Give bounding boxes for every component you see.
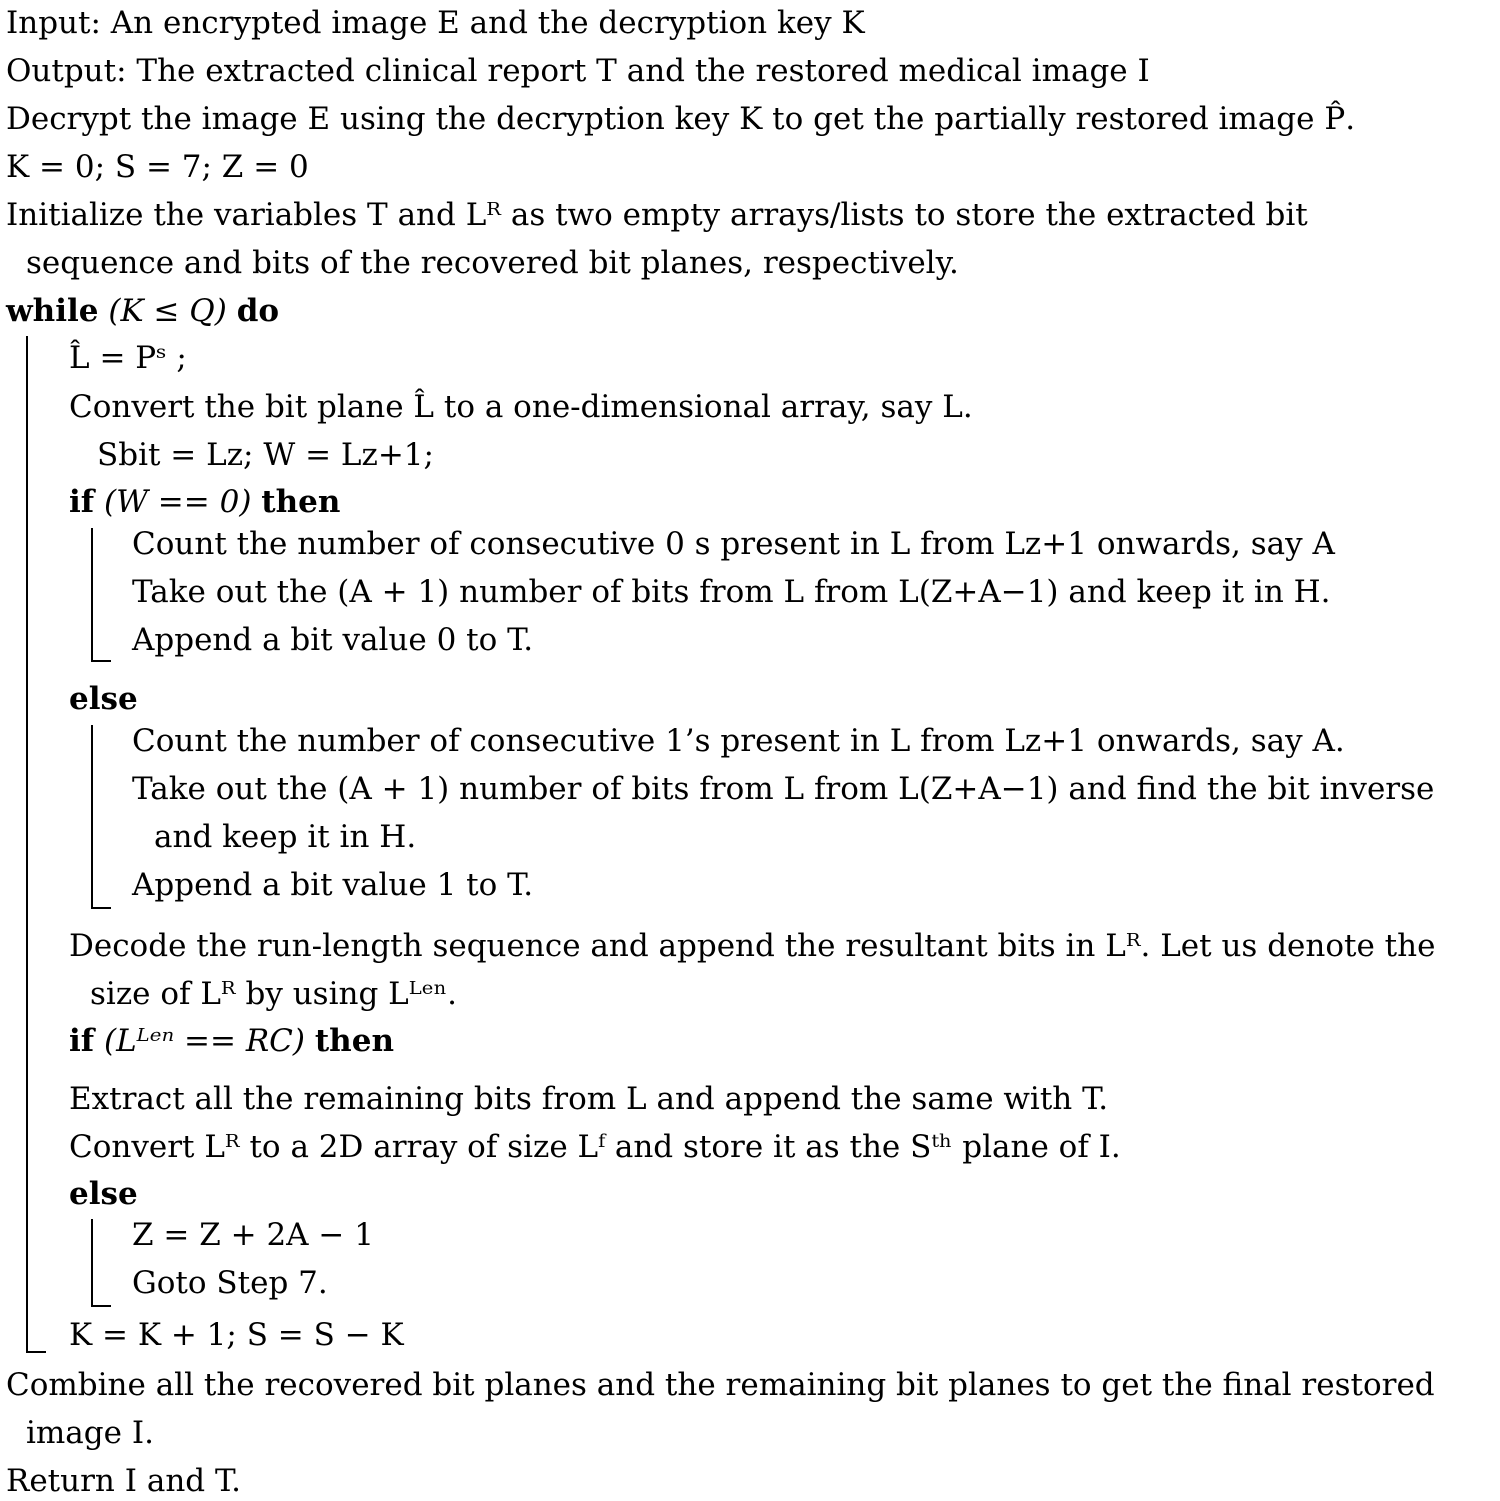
- decode-step-line2: size of Lᴿ by using Lᴸᵉⁿ.: [90, 976, 457, 1012]
- decrypt-step: Decrypt the image E using the decryption key K to get the partially restored image P̂.: [6, 101, 1356, 137]
- if-block-bar: [91, 528, 111, 662]
- if-w-condition: (W == 0): [103, 484, 252, 520]
- convert-lr-step: Convert Lᴿ to a 2D array of size Lᶠ and store it as the Sᵗʰ plane of I.: [69, 1129, 1121, 1165]
- else-branch-line: Take out the (A + 1) number of bits from L from L(Z+A−1) and find the bit inverse: [132, 771, 1435, 807]
- z-update-step: Z = Z + 2A − 1: [132, 1217, 374, 1253]
- convert-plane-step: Convert the bit plane L̂ to a one-dimensional array, say L.: [69, 389, 973, 425]
- l-hat-assign: L̂ = Pˢ ;: [69, 340, 187, 376]
- then-keyword: then: [314, 1023, 394, 1059]
- while-keyword: while: [6, 293, 99, 329]
- k-s-update-step: K = K + 1; S = S − K: [69, 1317, 404, 1353]
- else-keyword: else: [69, 681, 138, 717]
- if-len-condition: (Lᴸᵉⁿ == RC): [103, 1023, 305, 1059]
- return-step: Return I and T.: [6, 1463, 241, 1499]
- output-line: Output: The extracted clinical report T and the restored medical image I: [6, 53, 1150, 89]
- else-block-bar: [91, 725, 111, 909]
- if-w-header: [69, 482, 340, 522]
- extract-remaining-step: Extract all the remaining bits from L and append the same with T.: [69, 1081, 1109, 1117]
- if-branch-line: Count the number of consecutive 0 s present in L from Lz+1 onwards, say A: [132, 526, 1335, 562]
- else-branch-line: and keep it in H.: [154, 819, 417, 855]
- combine-step-line2: image I.: [26, 1415, 154, 1451]
- else-z-block-bar: [91, 1219, 111, 1307]
- if-branch-line: Take out the (A + 1) number of bits from L from L(Z+A−1) and keep it in H.: [132, 574, 1331, 610]
- then-keyword: then: [261, 484, 341, 520]
- else-branch-line: Count the number of consecutive 1’s present in L from Lz+1 onwards, say A.: [132, 723, 1345, 759]
- input-line: Input: An encrypted image E and the decryption key K: [6, 5, 865, 41]
- combine-step-line1: Combine all the recovered bit planes and the remaining bit planes to get the final restored: [6, 1367, 1435, 1403]
- goto-step: Goto Step 7.: [132, 1265, 328, 1301]
- else-branch-line: Append a bit value 1 to T.: [132, 867, 534, 903]
- while-condition: (K ≤ Q): [108, 293, 227, 329]
- sbit-w-assign: Sbit = Lz; W = Lz+1;: [97, 437, 434, 473]
- decode-step-line1: Decode the run-length sequence and append the resultant bits in Lᴿ. Let us denote the: [69, 928, 1436, 964]
- if-len-header: [69, 1021, 394, 1061]
- init-vars-step: K = 0; S = 7; Z = 0: [6, 149, 309, 185]
- if-keyword: if: [69, 1023, 95, 1059]
- if-branch-line: Append a bit value 0 to T.: [132, 622, 534, 658]
- do-keyword: do: [236, 293, 280, 329]
- while-block-bar: [26, 336, 46, 1353]
- else-keyword: else: [69, 1176, 138, 1212]
- init-arrays-step-line2: sequence and bits of the recovered bit planes, respectively.: [26, 245, 959, 281]
- if-keyword: if: [69, 484, 95, 520]
- init-arrays-step-line1: Initialize the variables T and Lᴿ as two empty arrays/lists to store the extracted bit: [6, 197, 1308, 233]
- while-header: [6, 291, 279, 331]
